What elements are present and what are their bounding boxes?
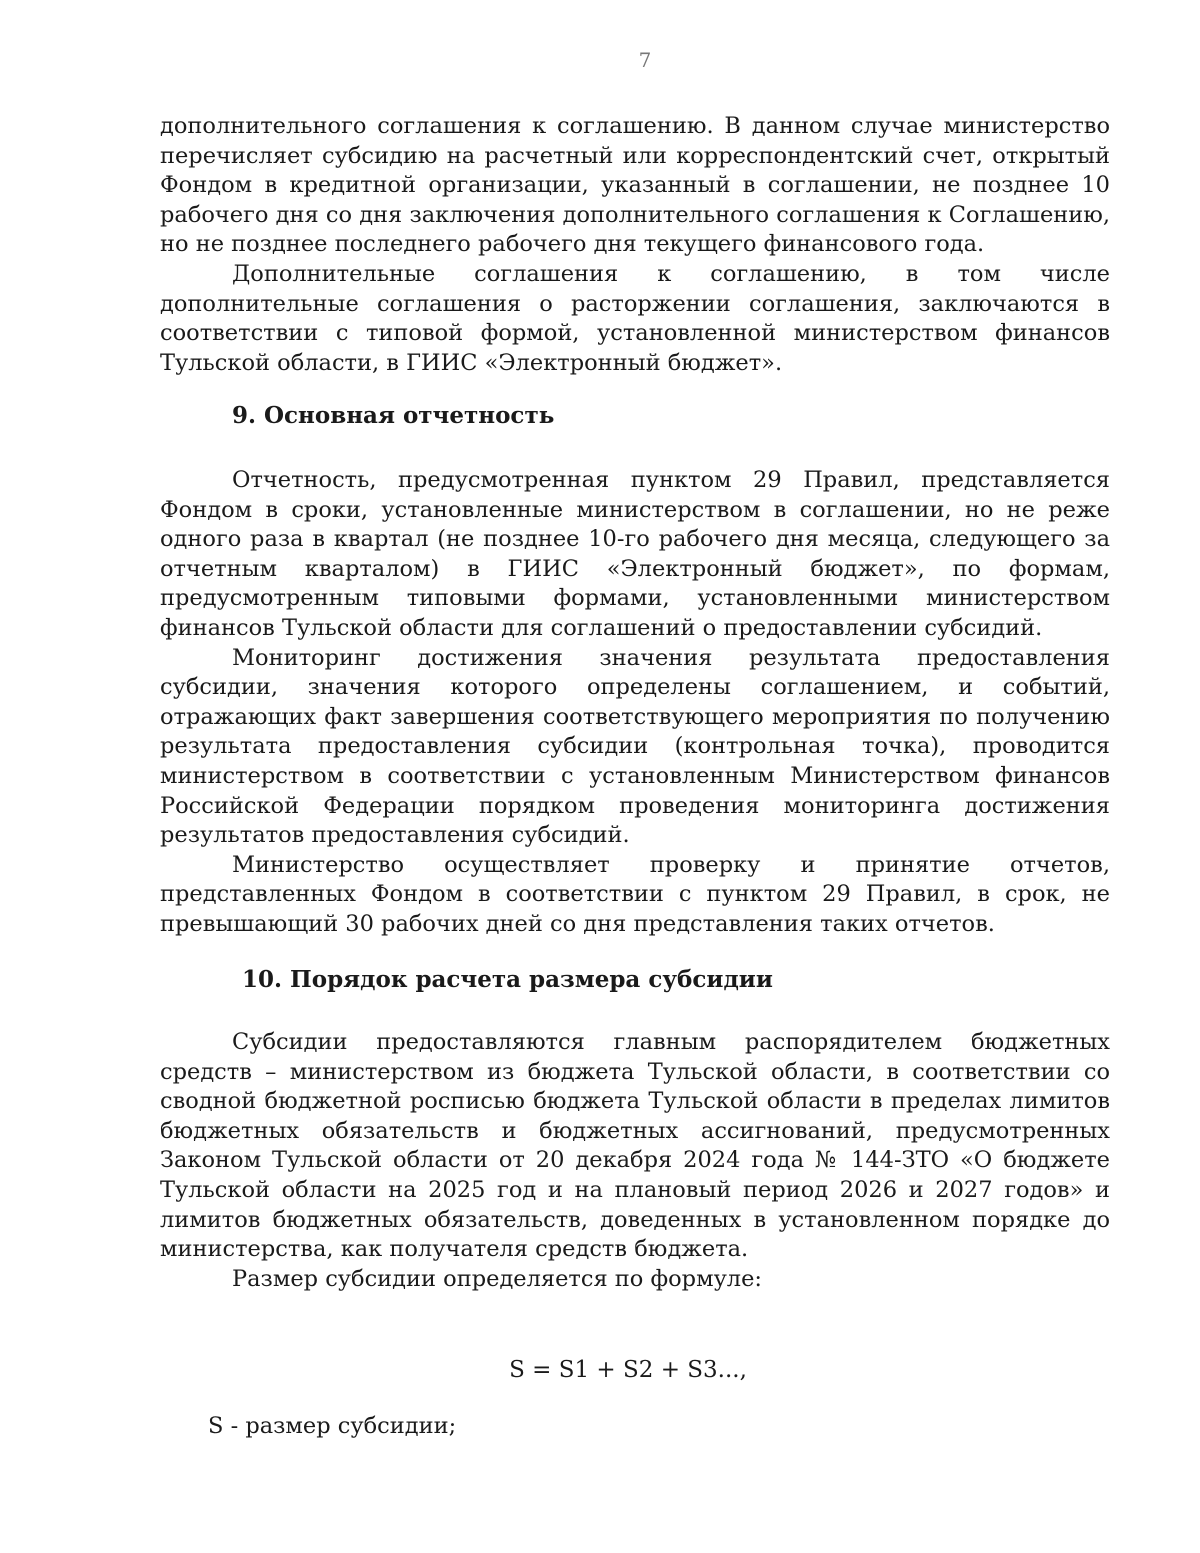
subsidy-formula: S = S1 + S2 + S3...,: [509, 1357, 747, 1383]
paragraph: Субсидии предоставляются главным распорядителем бюджетных средств – министерством из бюджета Тульской области, в соответствии со сводной бюджетной росписью бюджета Тульской области в пределах лимитов бюджетных обязательств и бюджетных ассигнований, предусмотренных Законом Тульской области от 20 декабря 2024 года № 144-ЗТО «О бюджете Тульской области на 2025 год и на плановый период 2026 и 2027 годов» и лимитов бюджетных обязательств, доведенных в установленном порядке до министерства, как получателя средств бюджета.: [160, 1029, 1110, 1263]
continuation-block: [160, 112, 1110, 378]
paragraph: Мониторинг достижения значения результата предоставления субсидии, значения которого определены соглашением, и событий, отражающих факт завершения соответствующего мероприятия по получению результата предоставления субсидии (контрольная точка), проводится министерством в соответствии с установленным Министерством финансов Российской Федерации порядком проведения мониторинга достижения результатов предоставления субсидий.: [160, 644, 1110, 849]
paragraph: Отчетность, предусмотренная пунктом 29 Правил, представляется Фондом в сроки, установленные министерством в соглашении, но не реже одного раза в квартал (не позднее 10-го рабочего дня месяца, следующего за отчетным кварталом) в ГИИС «Электронный бюджет», по формам, предусмотренным типовыми формами, установленными министерством финансов Тульской области для соглашений о предоставлении субсидий.: [160, 467, 1110, 641]
paragraph: Размер субсидии определяется по формуле:: [232, 1265, 762, 1292]
section-heading-10: 10. Порядок расчета размера субсидии: [242, 966, 773, 993]
section-heading-9: 9. Основная отчетность: [232, 402, 555, 429]
section-9-body: [160, 466, 1110, 940]
paragraph: Дополнительные соглашения к соглашению, в том числе дополнительные соглашения о расторжении соглашения, заключаются в соответствии с типовой формой, установленной министерством финансов Тульской области, в ГИИС «Электронный бюджет».: [160, 260, 1110, 376]
paragraph: дополнительного соглашения к соглашению. В данном случае министерство перечисляет субсидию на расчетный или корреспондентский счет, открытый Фондом в кредитной организации, указанный в соглашении, не позднее 10 рабочего дня со дня заключения дополнительного соглашения к Соглашению, но не позднее последнего рабочего дня текущего финансового года.: [160, 113, 1110, 258]
page-number: 7: [638, 48, 652, 72]
section-10-body: [160, 1028, 1110, 1294]
formula-definition: S - размер субсидии;: [208, 1413, 457, 1439]
paragraph: Министерство осуществляет проверку и принятие отчетов, представленных Фондом в соответствии с пунктом 29 Правил, в срок, не превышающий 30 рабочих дней со дня представления таких отчетов.: [160, 851, 1110, 937]
